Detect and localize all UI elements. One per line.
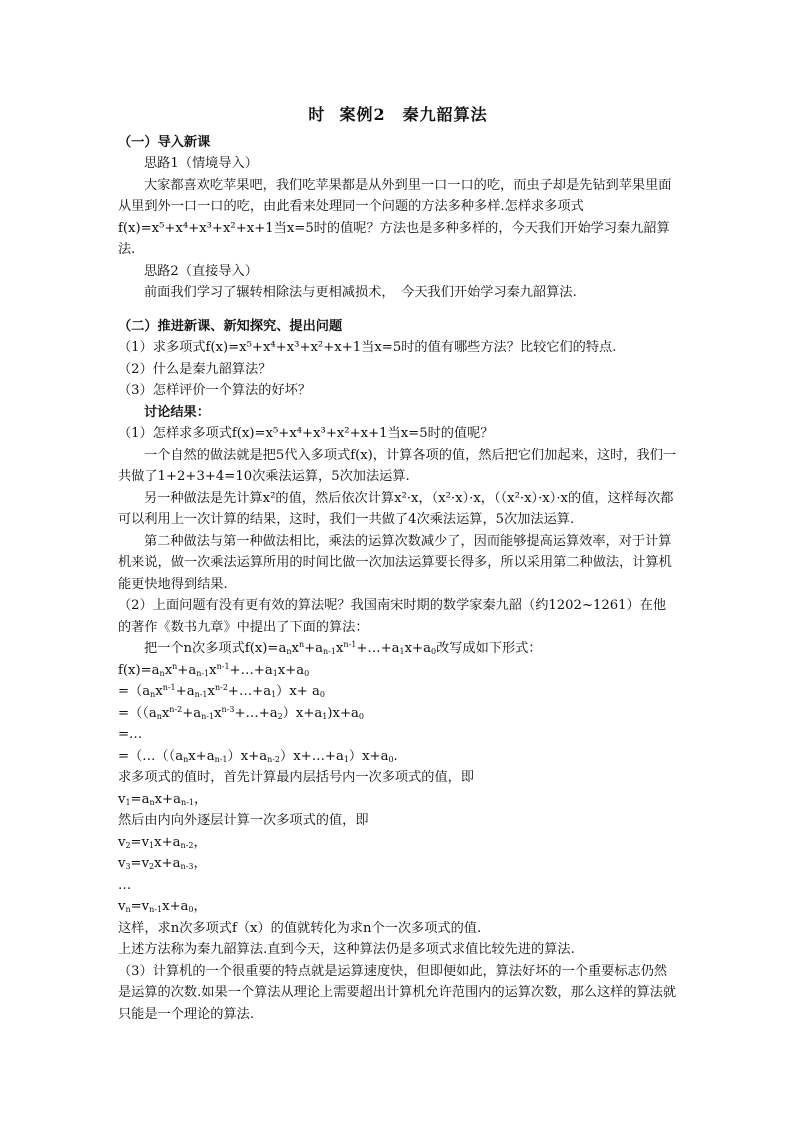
answer-1: （1）怎样求多项式f(x)=x⁵+x⁴+x³+x²+x+1当x=5时的值呢？: [118, 426, 494, 441]
formula-line-1: $f(x)=a_nx^n+a_{n-1}x^{n-1}+\dots+a_1x+a_0$: [118, 661, 310, 678]
text-outward: 然后由内向外逐层计算一次多项式的值，即: [118, 813, 369, 828]
question-1: （1）求多项式f(x)=x⁵+x⁴+x³+x²+x+1当x=5时的值有哪些方法？比较它们的特点.: [118, 340, 617, 355]
formula-dots: …: [118, 877, 132, 893]
poly-intro-text: 把一个n次多项式: [144, 641, 245, 656]
answer-1-para-2: 另一种做法是先计算x²的值，然后依次计算x²·x，（x²·x）·x，（（x²·x）·x）·x的值，这样每次都可以利用上一次计算的结果，这时，我们一共做了4次乘法运算，5次加法运算.: [118, 490, 674, 527]
formula-line-5: $=(\dots((a_nx+a_{n-1})x+a_{n-2})x+\dots+a_1)x+a_0$.: [118, 748, 398, 764]
paragraph-direct: 前面我们学习了辗转相除法与更相减损术， 今天我们开始学习秦九韶算法.: [144, 285, 577, 300]
question-3: （3）怎样评价一个算法的好坏？: [118, 383, 312, 398]
answer-3: （3）计算机的一个很重要的特点就是运算速度快，但即便如此，算法好坏的一个重要标志仍然是运算的次数.如果一个算法从理论上需要超出计算机允许范围内的运算次数，那么这样的算法就只能是一个理论的算法.: [118, 963, 677, 1022]
text-inner-first: 求多项式的值时，首先计算最内层括号内一次多项式的值，即: [118, 770, 475, 785]
title-left: 时: [308, 105, 326, 124]
idea-1: 思路1（情境导入）: [144, 156, 258, 171]
section-heading-2: （二）推进新课、新知探究、提出问题: [118, 318, 343, 334]
paragraph-intro: [118, 175, 678, 261]
answer-2-para-1: [118, 638, 678, 660]
answer-1-para-3: 第二种做法与第一种做法相比，乘法的运算次数减少了，因而能够提高运算效率，对于计算机来说，做一次乘法运算所用的时间比做一次加法运算要长得多，所以采用第二种做法，计算机能更快地得到结果.: [118, 533, 672, 592]
title-right: 案例2 秦九韶算法: [339, 105, 488, 124]
document-body: [118, 104, 678, 1025]
intro-poly: f(x)=x⁵+x⁴+x³+x²+x+1: [118, 220, 274, 236]
page-title: [118, 104, 678, 126]
answer-1-para-1: 一个自然的做法就是把5代入多项式f(x)，计算各项的值，然后把它们加起来，这时，我们一共做了1+2+3+4=10次乘法运算，5次加法运算.: [118, 447, 677, 484]
text-conclusion-2: 上述方法称为秦九韶算法.直到今天，这种算法仍是多项式求值比较先进的算法.: [118, 942, 575, 957]
idea-2: 思路2（直接导入）: [144, 263, 258, 279]
section-heading-1: （一）导入新课: [118, 134, 211, 150]
general-polynomial: $f(x)=a_nx^n+a_{n-1}x^{n-1}+\dots+a_1x+a_0$: [244, 640, 437, 656]
intro-tail: 当x=5时的值呢？方法也是多种多样的，今天我们开始学习秦九韶算法.: [118, 220, 670, 257]
text-conclusion-1: 这样，求n次多项式f（x）的值就转化为求n个一次多项式的值.: [118, 920, 482, 936]
formula-v3: $v_3=v_2x+a_{n-3}$，: [118, 856, 207, 871]
formula-v1: $v_1=a_nx+a_{n-1}$，: [118, 791, 208, 807]
discussion-result: 讨论结果：: [144, 404, 210, 420]
poly-intro-tail: 改写成如下形式：: [436, 641, 542, 656]
intro-text: 大家都喜欢吃苹果吧，我们吃苹果都是从外到里一口一口的吃，而虫子却是先钻到苹果里面从里到外一口一口的吃，由此看来处理同一个问题的方法多种多样.怎样求多项式: [118, 177, 672, 214]
formula-line-4: =…: [118, 727, 143, 742]
formula-v2: $v_2=v_1x+a_{n-2}$，: [118, 834, 207, 850]
answer-2: （2）上面问题有没有更有效的算法呢？我国南宋时期的数学家秦九韶（约1202~1261）在他的著作《数书九章》中提出了下面的算法：: [118, 598, 667, 635]
formula-line-2: $=(a_nx^{n-1}+a_{n-1}x^{n-2}+\dots+a_1)x+ a_0$: [118, 683, 325, 699]
formula-vn: $v_n=v_{n-1}x+a_0$，: [118, 899, 207, 914]
formula-line-3: $=((a_nx^{n-2}+a_{n-1}x^{n-3}+\dots+a_2)x+a_1)x+a_0$: [118, 704, 364, 721]
question-2: （2）什么是秦九韶算法？: [118, 361, 272, 377]
